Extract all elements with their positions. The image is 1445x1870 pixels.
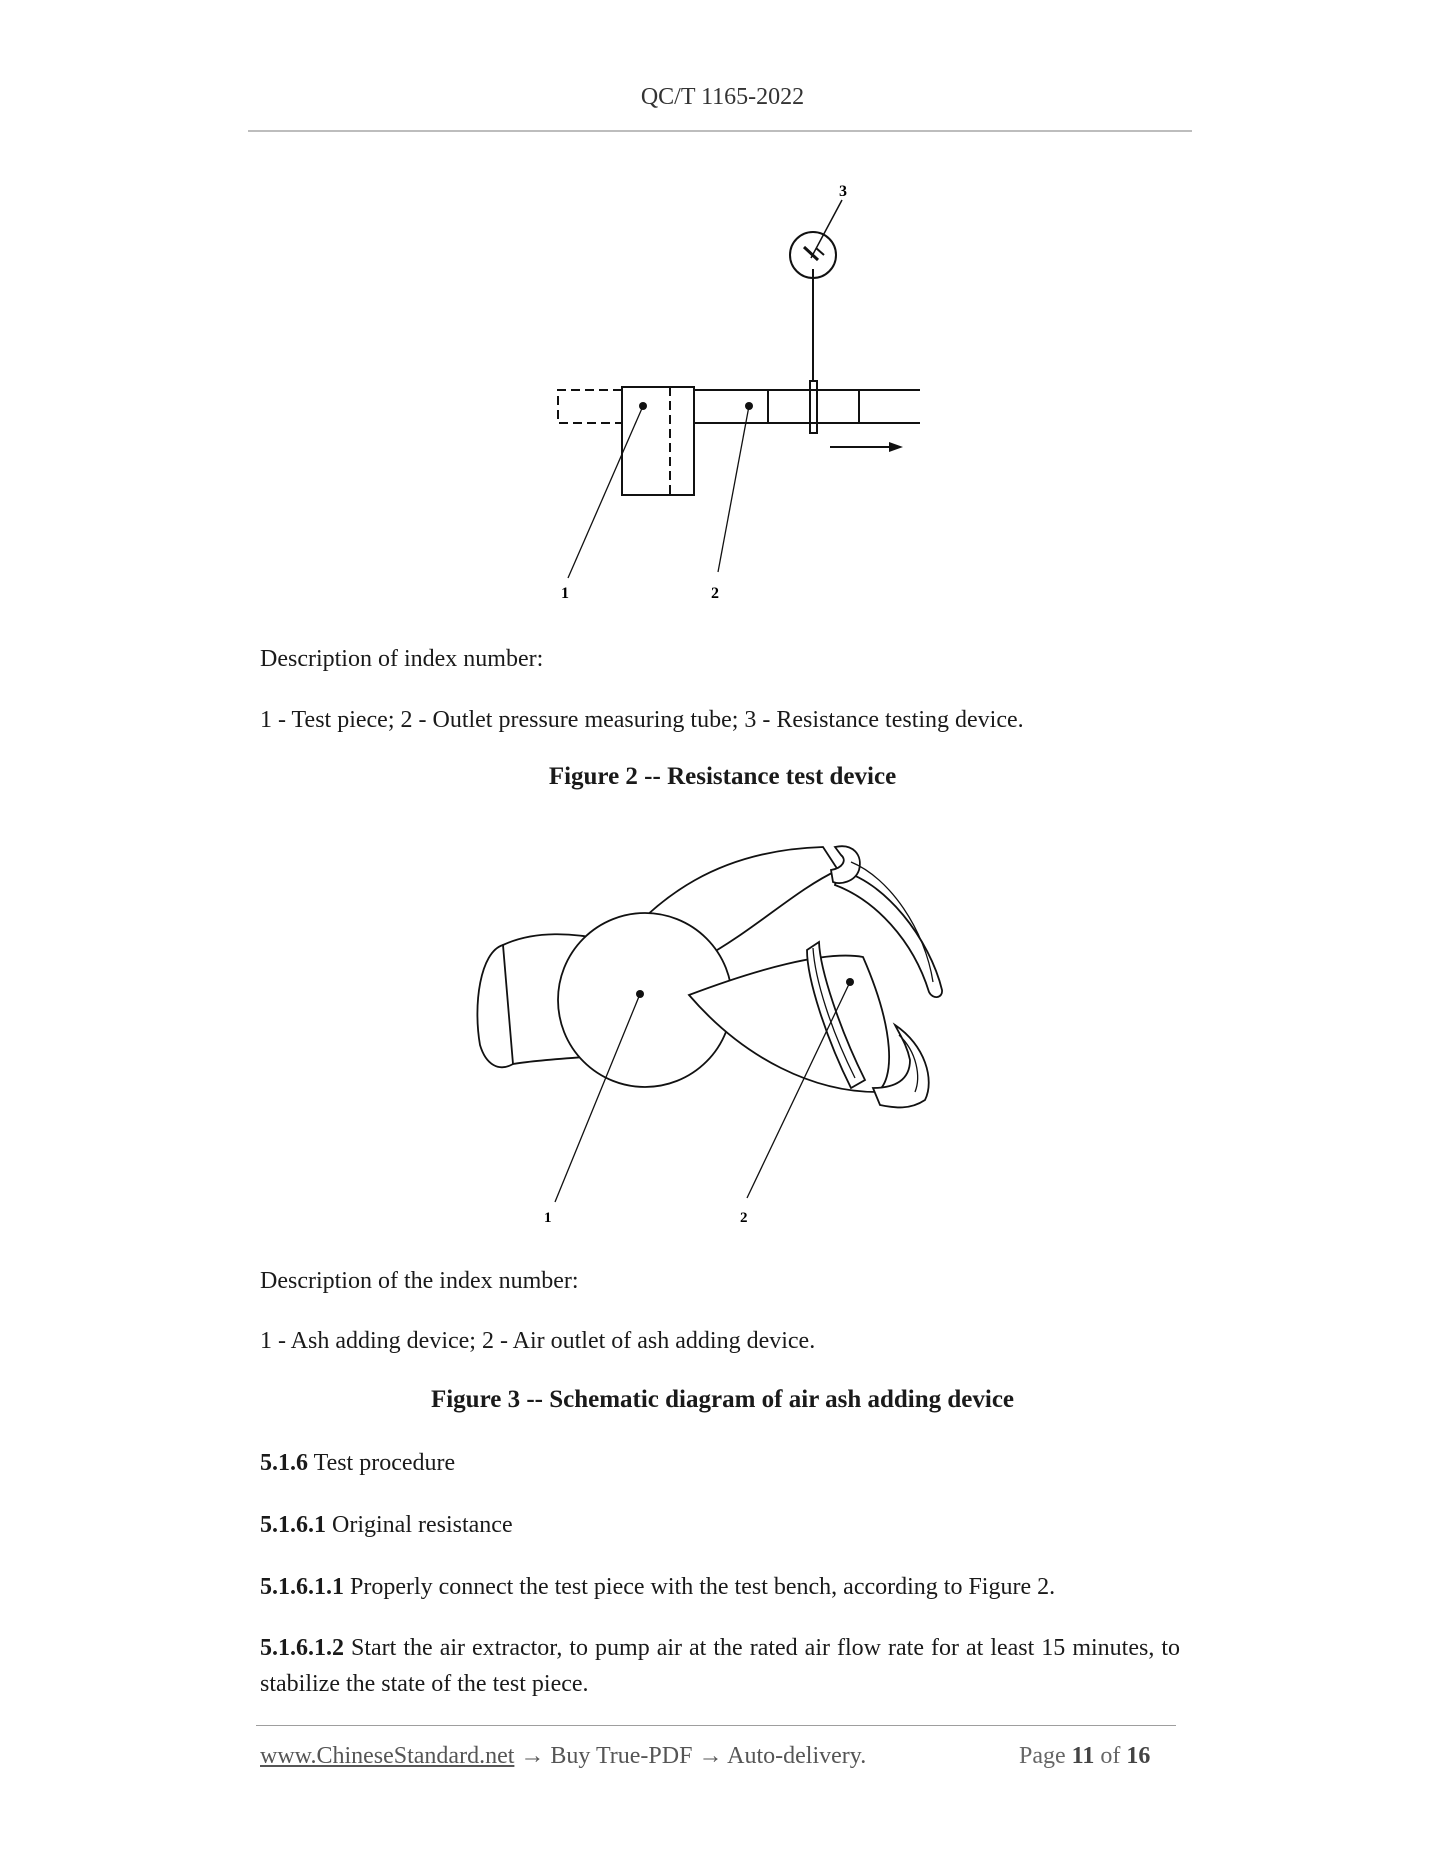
section-number: 5.1.6.1.2 bbox=[260, 1635, 344, 1661]
fig2-label-3: 3 bbox=[839, 183, 847, 200]
pressure-tap-flange bbox=[810, 381, 817, 433]
section-text: Original resistance bbox=[332, 1512, 513, 1538]
fig2-legend-title: Description of index number: bbox=[260, 646, 544, 672]
dashed-inlet-outline bbox=[558, 390, 622, 423]
buy-text: Buy True-PDF bbox=[550, 1743, 693, 1769]
page-indicator bbox=[1019, 1743, 1150, 1770]
section-5-1-6-1 bbox=[260, 1507, 1180, 1543]
section-text: Start the air extractor, to pump air at the rated air flow rate for at least 15 minutes, to stabilize the state of the test piece. bbox=[260, 1635, 1181, 1697]
outlet-pipe bbox=[694, 390, 920, 423]
figure-2-caption: Figure 2 -- Resistance test device bbox=[548, 763, 897, 790]
footer-promo bbox=[260, 1743, 866, 1770]
page-header: QC/T 1165-2022 bbox=[640, 84, 805, 110]
section-5-1-6-1-2 bbox=[260, 1630, 1180, 1702]
fig3-label-2: 2 bbox=[740, 1210, 748, 1226]
section-5-1-6-1-1 bbox=[260, 1569, 1180, 1605]
section-text: Test procedure bbox=[313, 1450, 456, 1476]
fig2-legend-text: 1 - Test piece; 2 - Outlet pressure measuring tube; 3 - Resistance testing device. bbox=[260, 707, 1024, 733]
fig3-legend-title: Description of the index number: bbox=[260, 1268, 579, 1294]
figure-3-ash-adding-device bbox=[455, 830, 995, 1230]
section-number: 5.1.6.1 bbox=[260, 1512, 326, 1538]
arrow-icon: → bbox=[520, 1743, 545, 1769]
total-pages: 16 bbox=[1126, 1743, 1151, 1769]
section-text: Properly connect the test piece with the test bench, according to Figure 2. bbox=[350, 1574, 1056, 1600]
current-page: 11 bbox=[1071, 1743, 1095, 1769]
header-divider bbox=[248, 130, 1192, 132]
fig2-label-1: 1 bbox=[561, 585, 569, 600]
section-number: 5.1.6 bbox=[260, 1450, 308, 1476]
arrow-icon: → bbox=[698, 1743, 723, 1769]
page-word: Page bbox=[1019, 1743, 1066, 1769]
footer-divider bbox=[256, 1725, 1176, 1726]
delivery-text: Auto-delivery. bbox=[727, 1743, 867, 1769]
website-link[interactable]: www.ChineseStandard.net bbox=[260, 1743, 515, 1769]
fig3-legend-text: 1 - Ash adding device; 2 - Air outlet of ash adding device. bbox=[260, 1328, 816, 1354]
of-word: of bbox=[1100, 1743, 1121, 1769]
figure-3-caption: Figure 3 -- Schematic diagram of air ash adding device bbox=[430, 1386, 1015, 1413]
section-5-1-6 bbox=[260, 1445, 1180, 1481]
fig2-label-2: 2 bbox=[711, 585, 719, 600]
test-piece-box bbox=[622, 387, 694, 495]
section-number: 5.1.6.1.1 bbox=[260, 1574, 344, 1600]
figure-2-resistance-test-device bbox=[540, 170, 920, 600]
fig3-label-1: 1 bbox=[544, 1210, 552, 1226]
